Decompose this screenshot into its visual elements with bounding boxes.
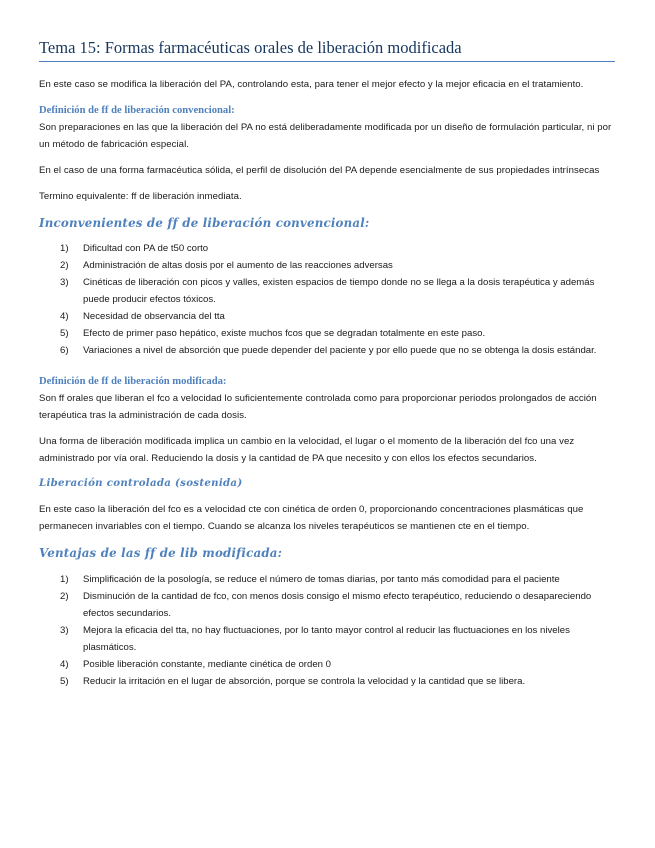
list-item: 6) Variaciones a nivel de absorción que puede depender del paciente y por ello puede que no se obtenga la dosis estándar. [60, 345, 597, 356]
def-conv-paragraph-2: En el caso de una forma farmacéutica sólida, el perfil de disolución del PA depende esencialmente de sus propiedades intrínsecas [39, 165, 600, 176]
list-item: 2) Disminución de la cantidad de fco, con menos dosis consigo el mismo efecto terapéutico, reduciendo o desapareciendo efectos secundarios. [60, 591, 592, 619]
list-item: 1) Dificultad con PA de t50 corto [60, 243, 209, 254]
def-conv-heading: Definición de ff de liberación convencional: [39, 105, 235, 116]
controlada-heading: Liberación controlada (sostenida) [39, 477, 243, 489]
list-item: 4) Posible liberación constante, mediante cinética de orden 0 [60, 659, 331, 670]
list-item: 3) Cinéticas de liberación con picos y valles, existen espacios de tiempo donde no se llega a la dosis terapéutica y además puede producir efectos tóxicos. [60, 277, 595, 305]
list-item: 4) Necesidad de observancia del tta [60, 311, 225, 322]
def-mod-paragraph-1: Son ff orales que liberan el fco a velocidad lo suficientemente controlada como para proporcionar periodos prolongados de acción terapéutica tras la administración de cada dosis. [39, 393, 597, 421]
list-item: 1) Simplificación de la posología, se reduce el número de tomas diarias, por tanto más comodidad para el paciente [60, 574, 560, 585]
def-conv-paragraph-3: Termino equivalente: ff de liberación inmediata. [39, 191, 242, 202]
def-conv-paragraph-1: Son preparaciones en las que la liberación del PA no está deliberadamente modificada por un diseño de formulación particular, ni por un método de fabricación especial. [39, 122, 612, 150]
ventajas-heading: Ventajas de las ff de lib modificada: [39, 546, 283, 560]
ventajas-list [39, 571, 615, 690]
inconv-heading: Inconvenientes de ff de liberación convencional: [39, 216, 370, 230]
list-item: 5) Reducir la irritación en el lugar de absorción, porque se controla la velocidad y la cantidad que se libera. [60, 676, 526, 687]
page-title: Tema 15: Formas farmacéuticas orales de liberación modificada [39, 38, 615, 62]
list-item: 5) Efecto de primer paso hepático, existe muchos fcos que se degradan totalmente en este paso. [60, 328, 486, 339]
def-mod-paragraph-2: Una forma de liberación modificada implica un cambio en la velocidad, el lugar o el momento de la liberación del fco una vez administrado por vía oral. Reduciendo la dosis y la cantidad de PA que necesito y con ellos los efectos secundarios. [39, 436, 575, 464]
def-mod-heading: Definición de ff de liberación modificada: [39, 376, 227, 387]
inconv-list [39, 240, 615, 359]
list-item: 2) Administración de altas dosis por el aumento de las reacciones adversas [60, 260, 393, 271]
controlada-paragraph: En este caso la liberación del fco es a velocidad cte con cinética de orden 0, proporcionando concentraciones plasmáticas que permanecen invariables con el tiempo. Cuando se alcanza los niveles terapéuticos se mantienen cte en el tiempo. [39, 504, 584, 532]
intro-paragraph: En este caso se modifica la liberación del PA, controlando esta, para tener el mejor efecto y la mejor eficacia en el tratamiento. [39, 79, 584, 90]
list-item: 3) Mejora la eficacia del tta, no hay fluctuaciones, por lo tanto mayor control al reducir las fluctuaciones en los niveles plasmáticos. [60, 625, 570, 653]
